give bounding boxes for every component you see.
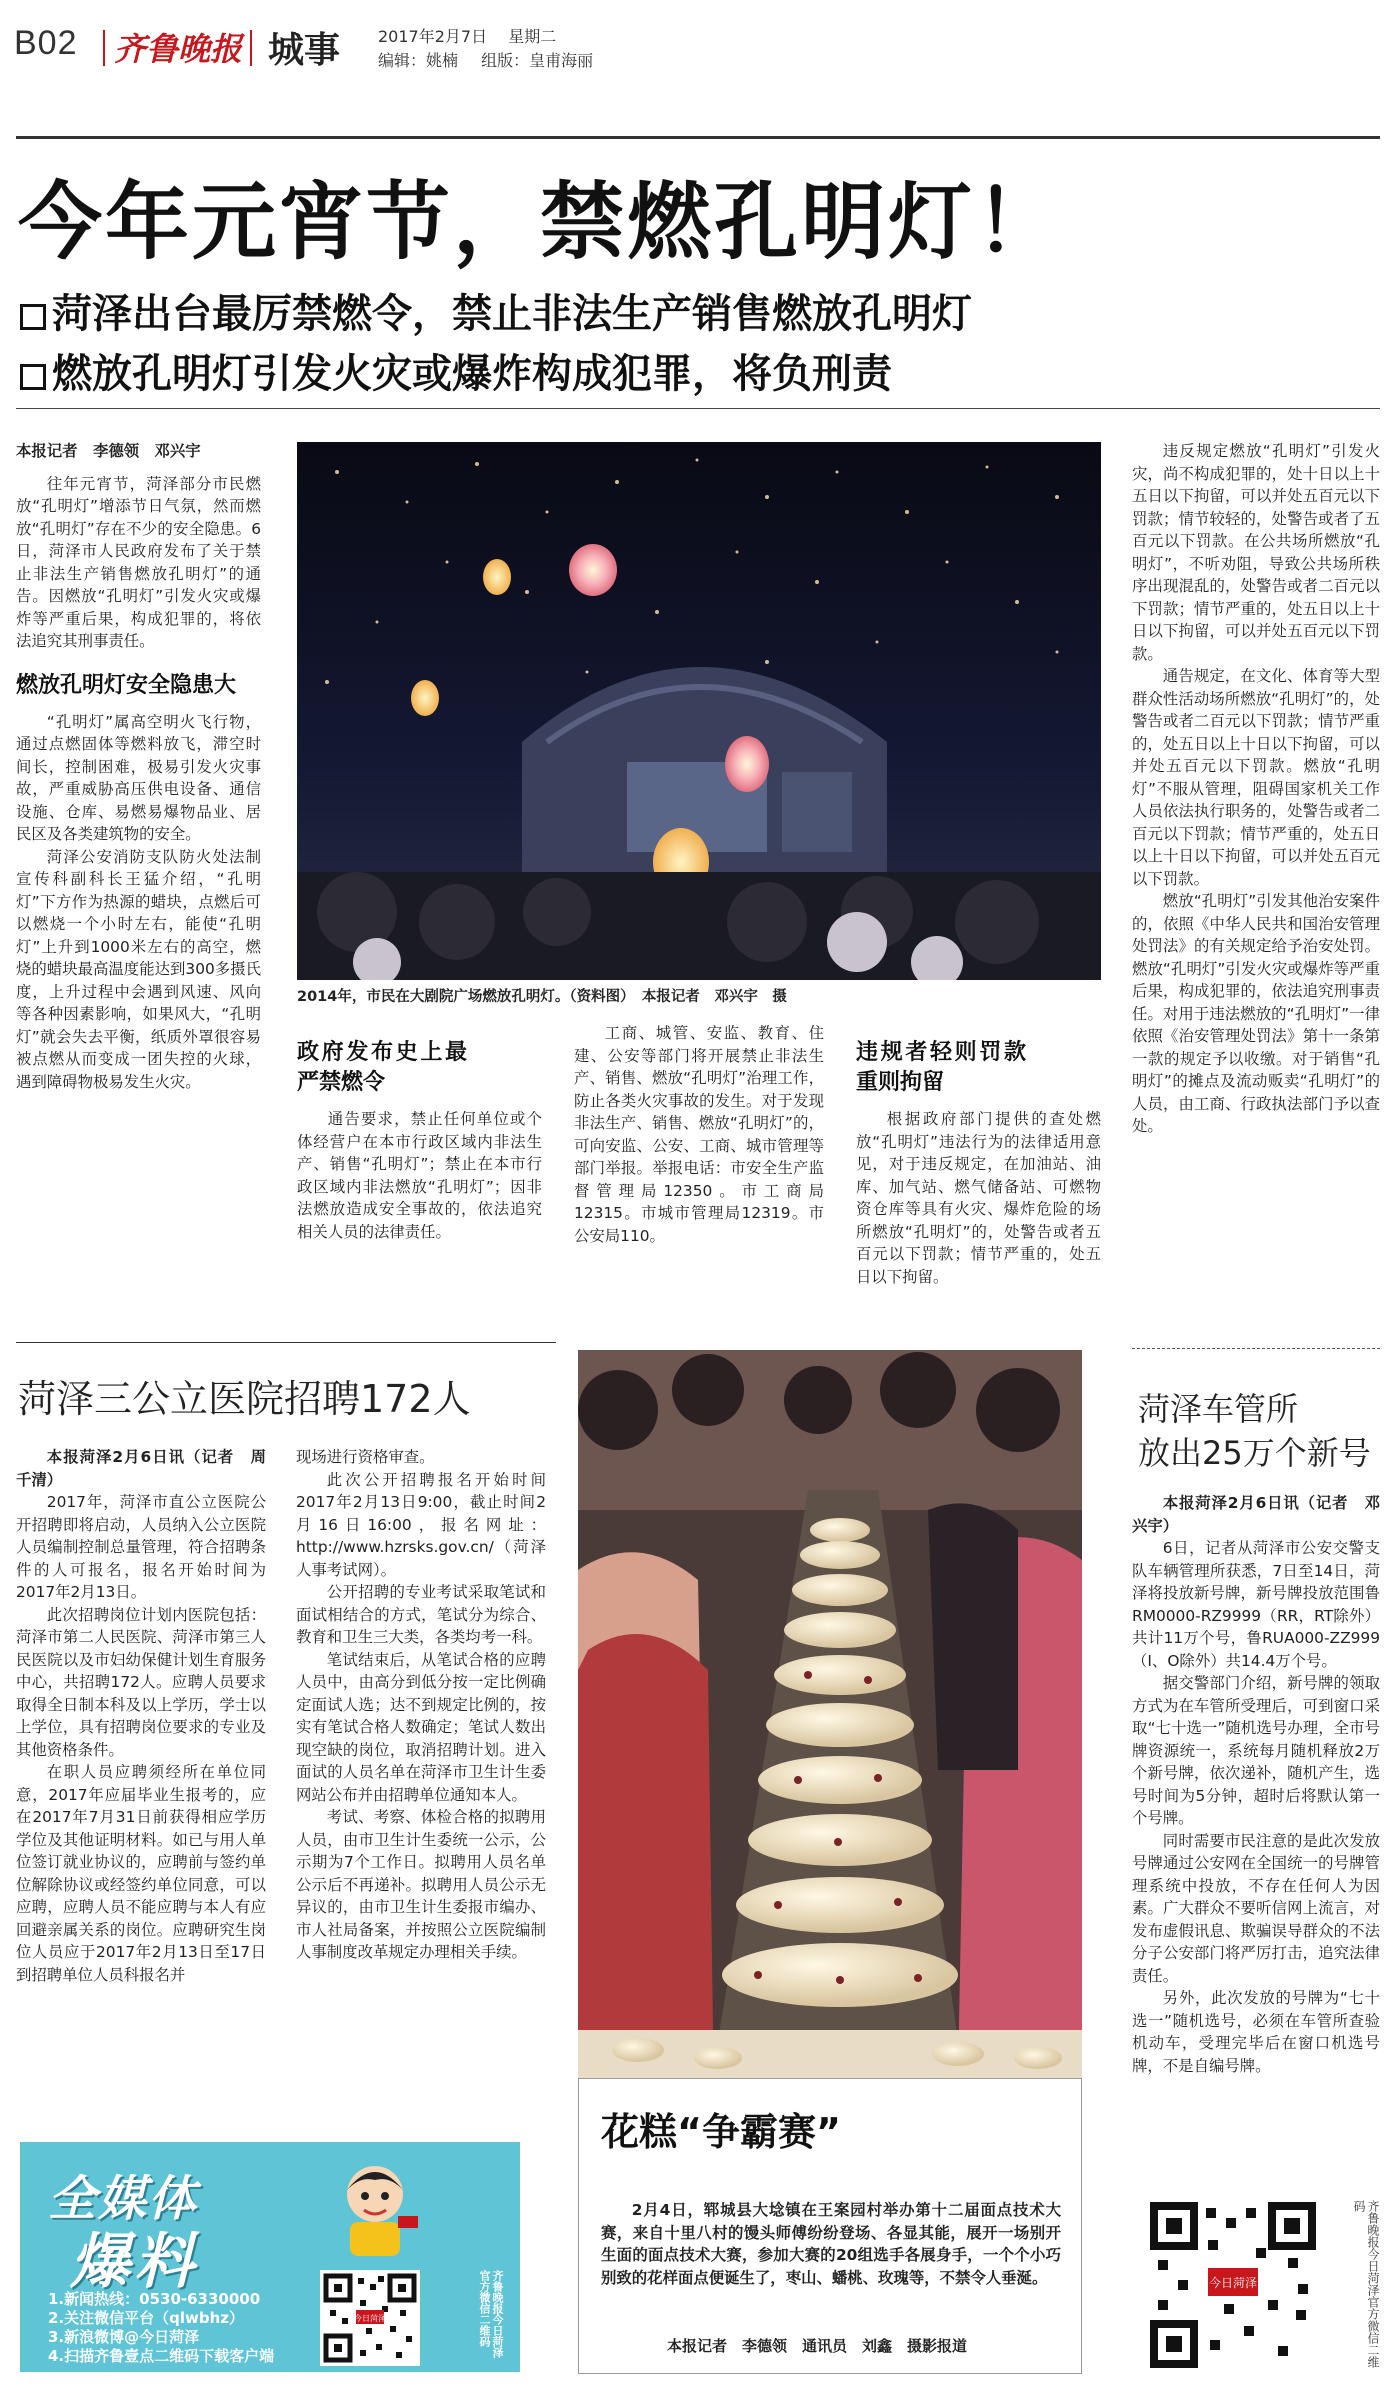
byline: 本报记者 李德领 邓兴宇 xyxy=(16,442,201,460)
lantern-photo xyxy=(297,442,1101,980)
paragraph: 考试、考察、体检合格的拟聘用人员，由市卫生计生委统一公示，公示期为7个工作日。拟聘用人员名单公示后不再递补。拟聘用人员公示无异议的，由市卫生计生委报市编办、市人社局备案，并按照公立医院编制人事制度改革规定办理相关手续。 xyxy=(296,1808,546,1961)
divider xyxy=(103,30,105,66)
lantern-col-5 xyxy=(1132,440,1380,1302)
lantern-col-4 xyxy=(856,1022,1101,1302)
paragraph: 同时需要市民注意的是此次发放号牌通过公安网在全国统一的号牌管理系统中投放，不存在任何人为因素。广大群众不要听信网上流言，对发布虚假讯息、欺骗误导群众的不法分子公安部门将严厉打击，追究法律责任。 xyxy=(1132,1831,1380,1985)
footer-qr-code xyxy=(1148,2200,1318,2370)
paragraph: 通告要求，禁止任何单位或个体经营户在本市行政区域内非法生产、销售“孔明灯”；禁止在本市行政区域内非法燃放“孔明灯”；因非法燃放造成安全事故的，依法追究相关人员的法律责任。 xyxy=(297,1110,542,1241)
section-rule xyxy=(16,408,1380,409)
photo-caption: 2014年，市民在大剧院广场燃放孔明灯。（资料图） 本报记者 邓兴宇 摄 xyxy=(297,989,787,1005)
paragraph: 燃放“孔明灯”引发其他治安案件的，依照《中华人民共和国治安管理处罚法》的有关规定给予治安处罚。燃放“孔明灯”引发火灾或爆炸等严重后果，构成犯罪的，依法追究刑事责任。对用于违法燃放的“孔明灯”一律依照《治安管理处罚法》第十一条第一款的规定予以收缴。对于销售“孔明灯”的摊点及流动贩卖“孔明灯”的人员，由工商、行政执法部门予以查处。 xyxy=(1132,892,1380,1135)
section-rule xyxy=(1132,1348,1380,1350)
lead-paragraph: 往年元宵节，菏泽部分市民燃放“孔明灯”增添节日气氛，然而燃放“孔明灯”存在不少的安全隐患。6日，菏泽市人民政府发布了关于禁止非法生产销售燃放孔明灯”的通告。因燃放“孔明灯”引发火灾或爆炸等严重后果，构成犯罪的，将依法追究其刑事责任。 xyxy=(16,474,261,650)
huagao-photo xyxy=(578,1350,1082,2078)
plate-title-2: 放出25万个新号 xyxy=(1138,1434,1371,1472)
hospital-title: 菏泽三公立医院招聘172人 xyxy=(18,1377,471,1421)
caption-text: 2月4日，郓城县大埝镇在王案园村举办第十二届面点技术大赛，来自十里八村的馒头师傅纷纷登场、各显其能，展开一场别开生面的面点技术大赛，参加大赛的20组选手各展身手，一个个小巧别致的花样面点便诞生了，枣山、蟠桃、玫瑰等，不禁令人垂涎。 xyxy=(601,2201,1061,2287)
paper-logo: 齐鲁晚报 xyxy=(114,30,243,68)
promo-line: 1.新闻热线：0530-6330000 xyxy=(48,2290,261,2308)
promo-qr-code xyxy=(320,2270,420,2366)
paragraph: “孔明灯”属高空明火飞行物，通过点燃固体等燃料放飞，滞空时间长，控制困难，极易引发火灾事故，严重威胁高压供电设备、通信设施、仓库、易燃易爆物品业、居民区及各类建筑物的安全。 xyxy=(16,712,261,843)
promo-box xyxy=(20,2142,520,2372)
deck-2: 燃放孔明灯引发火灾或爆炸构成犯罪，将负刑责 xyxy=(20,342,892,399)
promo-lines xyxy=(48,2290,274,2366)
paragraph: 此次公开招聘报名开始时间2017年2月13日9:00，截止时间2月16日16:00，报名网址：http://www.hzrsks.gov.cn/（菏泽人事考试网）。 xyxy=(296,1470,546,1579)
promo-title-2: 爆料 xyxy=(70,2227,198,2297)
paragraph: 另外，此次发放的号牌为“七十选一”随机选号，必须在车管所查验机动车，受理完毕后在窗口机选号牌，不是自编号牌。 xyxy=(1132,1989,1380,2075)
cartoon-mascot-icon xyxy=(320,2154,430,2264)
masthead xyxy=(0,0,1395,140)
paragraph: 菏泽公安消防支队防火处法制宣传科副科长王猛介绍，“孔明灯”下方作为热源的蜡块，点燃后可以燃烧一个小时左右，能使“孔明灯”上升到1000米左右的高空，燃烧的蜡块最高温度能达到300多摄氏度，上升过程中会遇到风速、风向等各种因素影响，如果风大，“孔明灯”就会失去平衡，纸质外罩很容易被点燃从而变成一团失控的火球，遇到障碍物极易发生火灾。 xyxy=(16,847,261,1091)
weekday: 星期二 xyxy=(508,27,557,46)
plate-title-1: 菏泽车管所 xyxy=(1138,1390,1299,1428)
huagao-caption-box xyxy=(578,2078,1082,2374)
section-rule xyxy=(16,1342,556,1343)
lantern-col-2 xyxy=(297,1022,542,1302)
layout-editor: 组版：皇甫海丽 xyxy=(481,51,594,70)
promo-line: 4.扫描齐鲁壹点二维码下载客户端 xyxy=(48,2347,275,2365)
subhead-government: 政府发布史上最严禁燃令 xyxy=(297,1040,467,1095)
plate-body xyxy=(1132,1492,1380,2132)
byline: 本报菏泽2月6日讯（记者 邓兴宇） xyxy=(1132,1494,1380,1535)
paragraph: 现场进行资格审查。 xyxy=(296,1448,435,1466)
lantern-col-1 xyxy=(16,440,261,1300)
deck-1: 菏泽出台最厉禁燃令，禁止非法生产销售燃放孔明灯 xyxy=(20,282,972,339)
page-number: B02 xyxy=(14,24,78,62)
qr-label: 今日菏泽 xyxy=(354,2314,386,2323)
divider xyxy=(250,30,252,66)
promo-vertical-text: 齐鲁晚报今日菏泽官方微信二维码 xyxy=(478,2270,504,2358)
section-name: 城事 xyxy=(268,30,341,71)
headline: 今年元宵节，禁燃孔明灯！ xyxy=(18,173,1063,271)
promo-line: 2.关注微信平台（qlwbhz） xyxy=(48,2309,245,2327)
hospital-col-1 xyxy=(16,1446,266,2116)
hospital-col-2 xyxy=(296,1446,546,2116)
subhead-hazard: 燃放孔明灯安全隐患大 xyxy=(16,672,237,698)
subhead-penalty: 违规者轻则罚款重则拘留 xyxy=(856,1040,1026,1095)
paragraph: 工商、城管、安监、教育、住建、公安等部门将开展禁止非法生产、销售、燃放“孔明灯”治理工作，防止各类火灾事故的发生。对于发现非法生产、销售、燃放“孔明灯”的，可向安监、公安、工商、城市管理等部门举报。举报电话：市安全生产监督管理局12350。市工商局12315。市城市管理局12319。市公安局110。 xyxy=(574,1024,824,1245)
paragraph: 此次招聘岗位计划内医院包括：菏泽市第二人民医院、菏泽市第三人民医院以及市妇幼保健计划生育服务中心，共招聘172人。应聘人员要求取得全日制本科及以上学历，学士以上学位，具有招聘岗位要求的专业及其他资格条件。 xyxy=(16,1605,266,1759)
masthead-rule xyxy=(16,136,1380,139)
paragraph: 通告规定，在文化、体育等大型群众性活动场所燃放“孔明灯”的，处警告或者二百元以下罚款；情节严重的，处五日以上十日以下拘留，可以并处五百元以下罚款。燃放“孔明灯”不服从管理，阻碍国家机关工作人员依法执行职务的，处警告或者二百元以下罚款；情节严重的，处五日以上十日以下拘留，可以并处五百元以下罚款。 xyxy=(1132,667,1380,888)
paragraph: 据交警部门介绍，新号牌的领取方式为在车管所受理后，可到窗口采取“七十选一”随机选号办理，全市号牌资源统一，系统每月随机释放2万个新号牌，依次递补，随机产生，选号时间为5分钟，超时后将默认第一个号牌。 xyxy=(1132,1674,1380,1827)
date: 2017年2月7日 xyxy=(378,27,488,46)
qr-label: 今日菏泽 xyxy=(1208,2276,1258,2290)
promo-title-1: 全媒体 xyxy=(48,2171,199,2227)
lantern-col-3 xyxy=(574,1022,824,1302)
paragraph: 6日，记者从菏泽市公安交警支队车辆管理所获悉，7日至14日，菏泽将投放新号牌，新号牌投放范围鲁RM0000-RZ9999（RR，RT除外）共计11万个号，鲁RUA000-ZZ999（I、O除外）共14.4万个号。 xyxy=(1132,1539,1380,1670)
promo-line: 3.新浪微博@今日菏泽 xyxy=(48,2328,200,2346)
paragraph: 笔试结束后，从笔试合格的应聘人员中，由高分到低分按一定比例确定面试人选；达不到规定比例的，按实有笔试合格人数确定；笔试人数出现空缺的岗位，取消招聘计划。进入面试的人员名单在菏泽市卫生计生委网站公布并由招聘单位通知本人。 xyxy=(296,1650,546,1804)
paragraph: 违反规定燃放“孔明灯”引发火灾，尚不构成犯罪的，处十日以上十五日以下拘留，可以并处五百元以下罚款；情节较轻的，处警告或者了五百元以下罚款。在公共场所燃放“孔明灯”，不听劝阻，导致公共场所秩序出现混乱的，处警告或者二百元以下罚款；情节严重的，处五日以上十日以下拘留，可以并处五百元以下罚款。 xyxy=(1132,442,1380,663)
paragraph: 在职人员应聘须经所在单位同意，2017年应届毕业生报考的，应在2017年7月31日前获得相应学历学位及其他证明材料。如已与用人单位签订就业协议的，应聘前与签约单位解除协议或经签约单位同意，可以应聘，应聘人员不能应聘与本人有应回避亲属关系的岗位。应聘研究生岗位人员应于2017年2月13日至17日到招聘单位人员科报名并 xyxy=(16,1763,266,1984)
paragraph: 公开招聘的专业考试采取笔试和面试相结合的方式，笔试分为综合、教育和卫生三大类，各类均考一科。 xyxy=(296,1583,546,1646)
editor: 编辑：姚楠 xyxy=(378,51,459,70)
footer-qr-vertical-text: 齐鲁晚报今日菏泽官方微信二维码 xyxy=(1352,2200,1380,2368)
square-bullet-icon xyxy=(20,304,46,330)
square-bullet-icon xyxy=(20,364,46,390)
huagao-credit: 本报记者 李德领 通讯员 刘鑫 摄影报道 xyxy=(667,2337,968,2355)
huagao-caption xyxy=(601,2199,1061,2289)
byline: 本报菏泽2月6日讯（记者 周千清） xyxy=(16,1448,266,1489)
paragraph: 根据政府部门提供的查处燃放“孔明灯”违法行为的法律适用意见，对于违反规定，在加油站、油库、加气站、燃气储备站、可燃物资仓库等具有火灾、爆炸危险的场所燃放“孔明灯”的，处警告或者五百元以下罚款；情节严重的，处五日以下拘留。 xyxy=(856,1110,1101,1286)
issue-date xyxy=(378,24,556,47)
paragraph: 2017年，菏泽市直公立医院公开招聘即将启动，人员纳入公立医院人员编制控制总量管理，符合招聘条件的人可报名，报名开始时间为2017年2月13日。 xyxy=(16,1493,266,1601)
editors xyxy=(378,48,593,71)
huagao-title: 花糕“争霸赛” xyxy=(601,2110,841,2154)
